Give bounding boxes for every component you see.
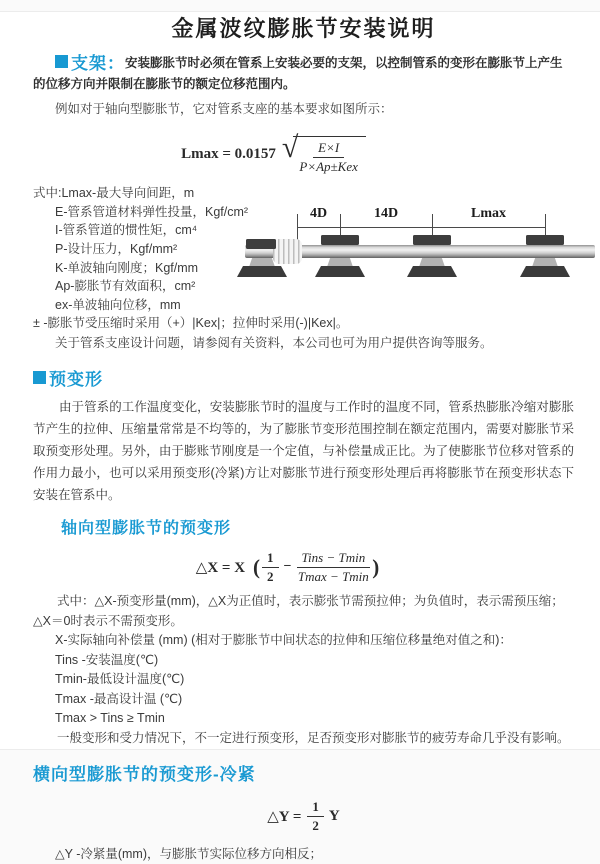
support-intro-text: 安装膨胀节时必须在管系上安装必要的支架，以控制管系的变形在膨胀节上产生的位移方向并限制在膨胀节的额定位移范围内。 — [33, 56, 563, 91]
temperature-fraction — [297, 550, 371, 584]
lateral-formula-lhs: △Y = — [267, 808, 302, 825]
lateral-formula-rhs: Y — [328, 807, 340, 824]
note-line: X-实际轴向补偿量 (mm) (相对于膨胀节中间状态的拉伸和压缩位移量绝对值之和)： — [55, 633, 512, 648]
definition-line: P-设计压力，Kgf/mm² — [55, 241, 178, 256]
note-line: 一般变形和受力情况下，不一定进行预变形，足否预变形对膨胀节的疲劳寿命几乎没有影响。 — [57, 730, 570, 745]
note-line: 式中：△X-预变形量(mm)，△X为正值时，表示膨张节需预拉伸；为负值时，表示需预压缩；△X＝0时表示不需预变形。 — [33, 594, 564, 628]
definition-line: ± -膨胀节受压缩时采用（+）|Kex|；拉伸时采用(-)|Kex|。 — [33, 316, 349, 331]
dimension-line — [297, 227, 545, 228]
half-numerator: 1 — [262, 550, 279, 568]
axial-formula — [33, 550, 544, 584]
definition-line: Ap-膨胀节有效面积，cm² — [55, 279, 196, 294]
minus-operator: − — [283, 559, 292, 575]
dimension-label-4d: 4D — [309, 206, 328, 221]
pipe-anchor — [234, 235, 290, 279]
half-denominator: 2 — [312, 817, 319, 833]
note-line: Tmin-最低设计温度(℃) — [55, 672, 185, 687]
note-line: Tins -安装温度(℃) — [55, 652, 159, 667]
support-base — [520, 266, 570, 277]
axial-subheading: 轴向型膨胀节的预变形 — [61, 519, 232, 537]
support-closing-line: 关于管系支座设计问题，请参阅有关资料，本公司也可为用户提供咨询等服务。 — [55, 335, 493, 350]
anchor-pedestal — [249, 258, 275, 267]
definition-line: ex-单波轴向位移，mm — [55, 297, 181, 312]
support-intro-paragraph — [33, 53, 574, 95]
support-pedestal — [327, 258, 353, 267]
page-title: 金属波纹膨胀节安装说明 — [171, 16, 436, 41]
axial-formula-lhs: △X = X — [195, 559, 246, 576]
support-pedestal — [532, 258, 558, 267]
radical-sign-icon: √ — [281, 131, 299, 164]
support-example-line: 例如对于轴向型膨胀节，它对管系支座的基本要求如图所示： — [55, 102, 393, 116]
lateral-note: △Y -冷紧量(mm)，与膨胀节实际位移方向相反； — [55, 847, 323, 862]
half-denominator: 2 — [267, 568, 274, 584]
pipe-support — [517, 235, 573, 279]
one-half-fraction — [307, 799, 324, 833]
support-pedestal — [419, 258, 445, 267]
section-bullet-icon — [33, 371, 46, 384]
predeform-section-heading: 预变形 — [49, 369, 103, 389]
predeform-paragraph: 由于管系的工作温度变化，安装膨胀节时的温度与工作时的温度不同，管系热膨胀冷缩对膨胀节产生的拉伸、压缩量常常是不均等的，为了膨胀节变形范围控制在额定范围内，需要对膨胀节采取预变形处理。另外，由于膨账节刚度是一个定值，与补偿量成正比。为了使膨胀节位移对管系的作用力最小，也可以采用预变形(冷紧)方让对膨胀节进行预变形处理后再将膨胀节在预变形状态下安装在管系中。 — [33, 399, 574, 502]
axial-notes — [33, 592, 574, 748]
lmax-formula-lhs: Lmax = 0.0157 — [181, 146, 276, 163]
lmax-fraction — [299, 140, 358, 174]
pipe-support-diagram — [243, 202, 597, 306]
lmax-fraction-denominator: P×Ap±Kex — [299, 158, 358, 174]
section-bullet-icon — [55, 55, 68, 68]
lateral-subheading: 横向型膨胀节的预变形-冷紧 — [33, 765, 256, 785]
right-paren: ) — [372, 554, 380, 579]
definition-line: K-单波轴向刚度；Kgf/mm — [55, 260, 199, 275]
temp-numerator: Tins − Tmin — [297, 550, 371, 568]
lateral-formula — [33, 799, 574, 833]
support-clamp — [526, 235, 564, 245]
definition-line: I-管系管道的惯性矩，cm⁴ — [55, 223, 198, 238]
note-line: Tmax -最高设计温 (℃) — [55, 691, 183, 706]
support-section-heading: 支架： — [71, 54, 125, 73]
support-clamp — [413, 235, 451, 245]
half-numerator: 1 — [307, 799, 324, 817]
anchor-base — [237, 266, 287, 277]
radical-expression — [281, 131, 366, 174]
note-line: Tmax > Tins ≥ Tmin — [55, 711, 165, 726]
support-base — [315, 266, 365, 277]
lmax-formula — [33, 131, 514, 174]
dimension-label-lmax: Lmax — [471, 206, 506, 221]
support-clamp — [321, 235, 359, 245]
definition-line: 式中:Lmax-最大导向间距，m — [33, 186, 195, 201]
left-paren: ( — [253, 554, 261, 579]
one-half-fraction — [262, 550, 279, 584]
lmax-fraction-numerator: E×I — [313, 140, 344, 158]
support-base — [407, 266, 457, 277]
pipe-support — [404, 235, 460, 279]
document-page — [0, 12, 600, 862]
dimension-label-14d: 14D — [373, 206, 399, 221]
anchor-clamp — [246, 239, 276, 249]
definition-line: E-管系管道材料弹性投量，Kgf/cm² — [55, 204, 249, 219]
pipe-support — [312, 235, 368, 279]
predeform-section-heading-row — [33, 368, 574, 391]
temp-denominator: Tmax − Tmin — [297, 568, 369, 584]
